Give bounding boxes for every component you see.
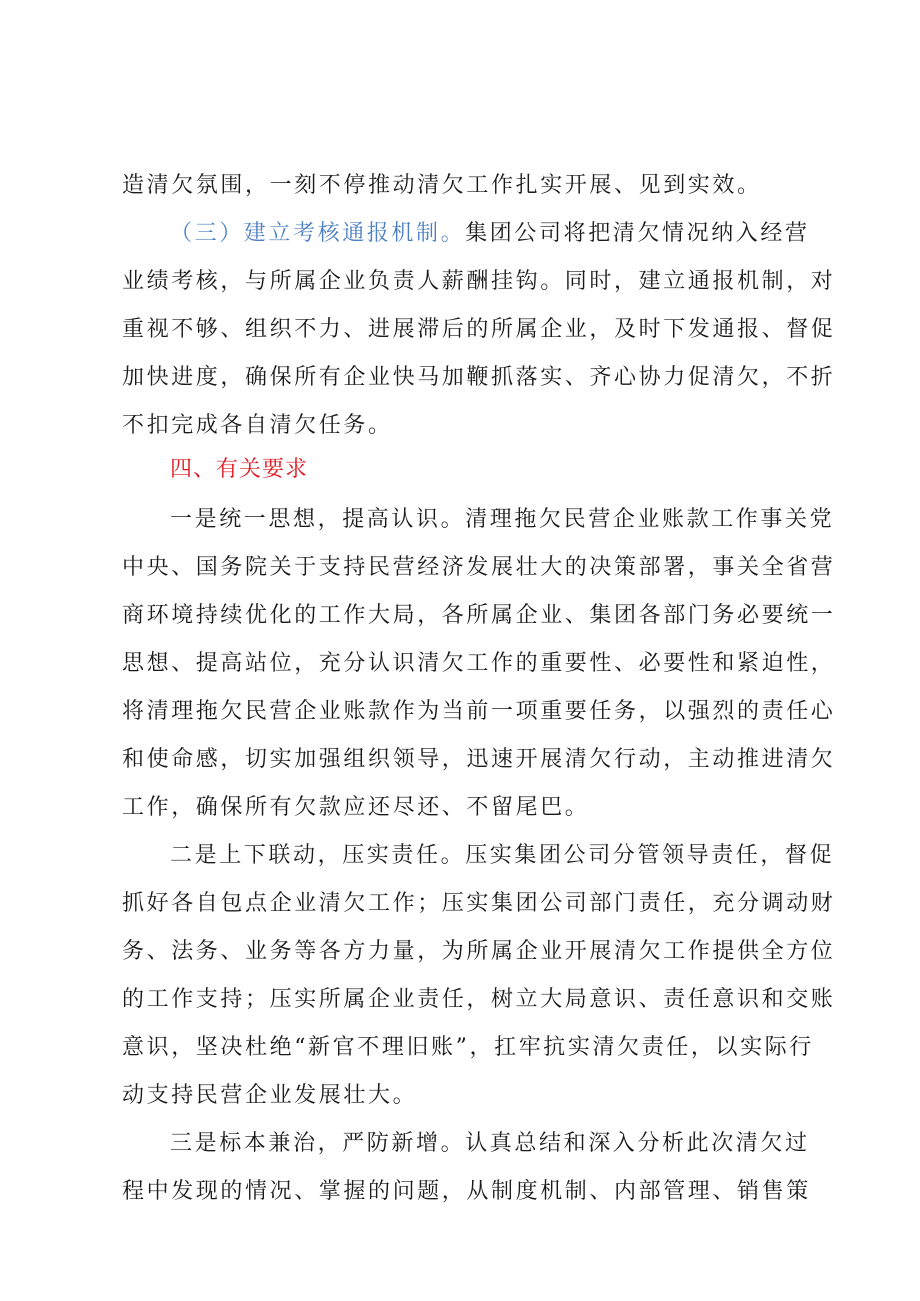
paragraph-line: 一是统一思想，提高认识。清理拖欠民营企业账款工作事关党: [170, 507, 835, 532]
paragraph-line: 业绩考核，与所属企业负责人薪酬挂钩。同时，建立通报机制，对: [122, 269, 836, 294]
paragraph-line: 加快进度，确保所有企业快马加鞭抓落实、齐心协力促清欠，不折: [122, 365, 836, 390]
paragraph-line: 动支持民营企业发展壮大。: [122, 1083, 418, 1108]
paragraph-line: 不扣完成各自清欠任务。: [122, 413, 393, 438]
section-heading: 四、有关要求: [170, 457, 309, 482]
paragraph-line: 的工作支持；压实所属企业责任，树立大局意识、责任意识和交账: [122, 987, 836, 1012]
paragraph-line: [170, 214, 810, 254]
paragraph-line: 商环境持续优化的工作大局，各所属企业、集团各部门务必要统一: [122, 603, 836, 628]
subsection-heading: （三）建立考核通报机制。: [170, 221, 466, 246]
paragraph-line: 思想、提高站位，充分认识清欠工作的重要性、必要性和紧迫性，: [122, 651, 836, 676]
paragraph-line: 二是上下联动，压实责任。压实集团公司分管领导责任，督促: [170, 843, 835, 868]
paragraph-line: 程中发现的情况、掌握的问题，从制度机制、内部管理、销售策: [122, 1179, 811, 1204]
paragraph-line: 和使命感，切实加强组织领导，迅速开展清欠行动，主动推进清欠: [122, 747, 836, 772]
paragraph-line: 意识，坚决杜绝“新官不理旧账”，扛牢抗实清欠责任，以实际行: [122, 1035, 814, 1060]
paragraph-text: 集团公司将把清欠情况纳入经营: [465, 221, 810, 246]
paragraph-line: 将清理拖欠民营企业账款作为当前一项重要任务，以强烈的责任心: [122, 699, 836, 724]
paragraph-line: 重视不够、组织不力、进展滞后的所属企业，及时下发通报、督促: [122, 317, 836, 342]
paragraph-line: 造清欠氛围，一刻不停推动清欠工作扎实开展、见到实效。: [122, 173, 762, 198]
paragraph-line: 抓好各自包点企业清欠工作；压实集团公司部门责任，充分调动财: [122, 891, 836, 916]
paragraph-line: 务、法务、业务等各方力量，为所属企业开展清欠工作提供全方位: [122, 939, 836, 964]
paragraph-line: 中央、国务院关于支持民营经济发展壮大的决策部署，事关全省营: [122, 555, 836, 580]
paragraph-line: 三是标本兼治，严防新增。认真总结和深入分析此次清欠过: [170, 1131, 810, 1156]
paragraph-line: 工作，确保所有欠款应还尽还、不留尾巴。: [122, 795, 590, 820]
